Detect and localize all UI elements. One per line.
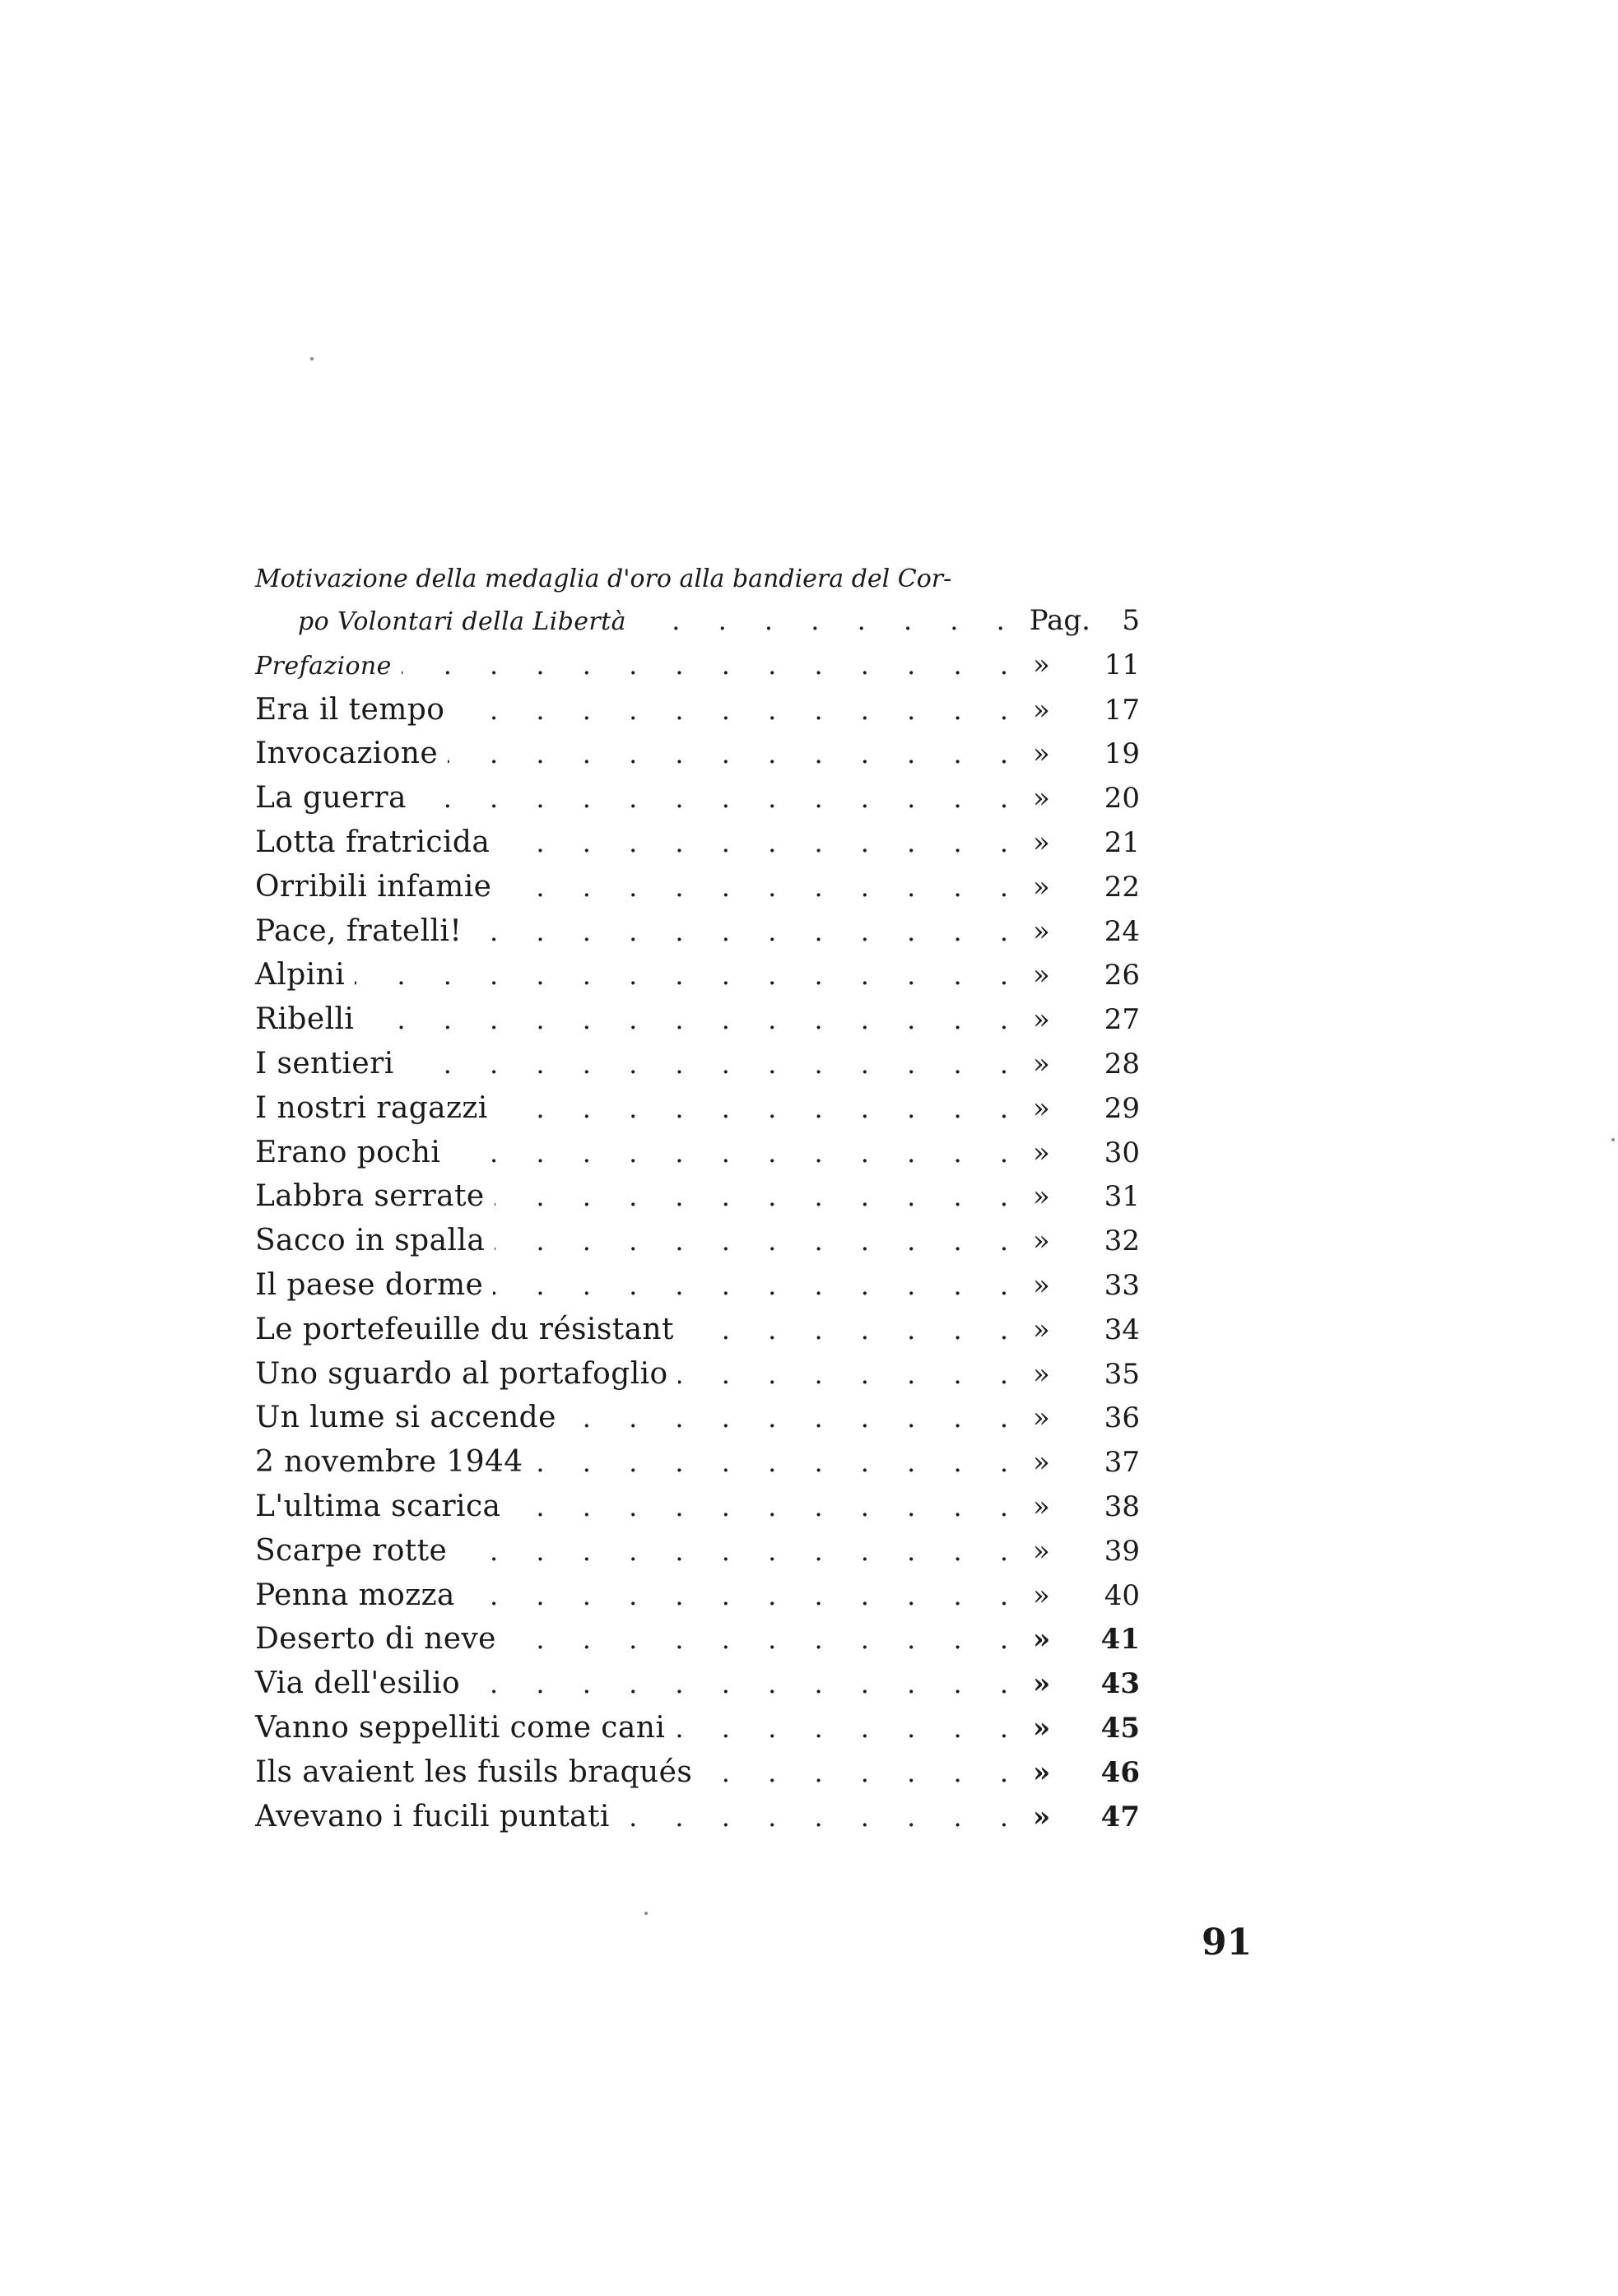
toc-entry-title: Alpini: [255, 958, 346, 992]
toc-entry-title: La guerra: [255, 781, 407, 816]
toc-entry-page-mark: »: [1033, 1446, 1050, 1480]
dot-leader: [636, 599, 1020, 644]
toc-entry: [255, 1352, 1140, 1397]
toc-entry: [255, 909, 1140, 954]
dot-leader: [364, 998, 1023, 1043]
toc-entry-page-mark: »: [1033, 1225, 1050, 1258]
toc-entry-page-number: 20: [1104, 782, 1140, 816]
toc-entry-title: Prefazione: [255, 651, 392, 681]
dot-leader: [495, 1220, 1023, 1264]
toc-entry-title: Pace, fratelli!: [255, 913, 463, 948]
dot-leader: [498, 1087, 1023, 1132]
scan-speck: [1611, 1138, 1615, 1141]
toc-entry: [255, 688, 1140, 732]
toc-entry-page-number: 45: [1100, 1711, 1140, 1745]
toc-entry-page-mark: »: [1033, 648, 1050, 681]
toc-entry: [255, 1042, 1140, 1086]
toc-entry-title: po Volontari della Libertà: [298, 607, 626, 636]
toc-entry-page-mark: »: [1033, 693, 1050, 727]
toc-entry-title: Ils avaient les fusils braqués: [255, 1755, 693, 1789]
dot-leader: [450, 1132, 1023, 1176]
toc-entry-title: Labbra serrate: [255, 1179, 485, 1214]
dot-leader: [533, 1441, 1023, 1485]
toc-entry-page-number: 21: [1104, 825, 1140, 859]
toc-entry: [255, 1440, 1140, 1485]
dot-leader: [506, 1618, 1023, 1662]
toc-entry-title: Sacco in spalla: [255, 1224, 486, 1258]
toc-entry: [255, 953, 1140, 997]
toc-entry-page-mark: »: [1033, 1401, 1050, 1435]
toc-entry-page-mark: »: [1033, 1711, 1051, 1745]
toc-entry-title: L'ultima scarica: [255, 1489, 501, 1523]
toc-entry-page-number: 32: [1104, 1225, 1140, 1258]
toc-entry-page-mark: »: [1033, 1047, 1050, 1081]
toc-entry-page-number: 29: [1104, 1091, 1140, 1125]
toc-entry-page-mark: »: [1033, 1800, 1051, 1834]
toc-entry: [255, 1662, 1140, 1706]
toc-entry-page-number: 38: [1104, 1490, 1140, 1523]
toc-entry-page-mark: »: [1033, 825, 1050, 859]
toc-entry-title: Vanno seppelliti come cani: [255, 1710, 666, 1745]
toc-entry-page-mark: »: [1033, 1623, 1051, 1657]
dot-leader: [702, 1751, 1023, 1796]
toc-entry-page-number: 22: [1104, 870, 1140, 904]
toc-entry-page-number: 17: [1104, 693, 1140, 727]
toc-entry-page-mark: »: [1033, 737, 1050, 771]
toc-entry-title: Penna mozza: [255, 1578, 455, 1612]
toc-entry-page-mark: »: [1033, 1534, 1050, 1568]
toc-entry-page-number: 24: [1104, 914, 1140, 948]
toc-entry-page-mark: »: [1033, 914, 1050, 948]
toc-first-line: Motivazione della medaglia d'oro alla bandiera del Cor-: [255, 565, 952, 593]
toc-entry-page-number: 30: [1104, 1136, 1140, 1169]
toc-entry: [255, 1219, 1140, 1263]
dot-leader: [566, 1397, 1023, 1441]
toc-entry-page-number: 11: [1104, 648, 1140, 681]
toc-entry: [255, 820, 1140, 865]
toc-entry-title: Un lume si accende: [255, 1401, 556, 1435]
toc-entry: [255, 644, 1140, 688]
toc-entry: [255, 1795, 1140, 1839]
toc-entry: [255, 1263, 1140, 1308]
toc-entry-title: Invocazione: [255, 737, 439, 771]
toc-entry-title: Deserto di neve: [255, 1622, 496, 1657]
dot-leader: [454, 689, 1023, 733]
dot-leader: [465, 1574, 1023, 1619]
toc-entry-page-number: 27: [1104, 1003, 1140, 1037]
toc-entry-page-number: 33: [1104, 1268, 1140, 1302]
toc-entry-page-mark: »: [1033, 1357, 1050, 1391]
dot-leader: [448, 732, 1023, 777]
toc-entry-title: Ribelli: [255, 1002, 355, 1037]
dot-leader: [675, 1707, 1023, 1751]
toc-entry: [255, 1131, 1140, 1175]
toc-entry-title: Erano pochi: [255, 1135, 441, 1169]
toc-entry-page-mark: »: [1033, 1490, 1050, 1523]
toc-entry-page-number: 28: [1104, 1047, 1140, 1081]
scan-speck: [644, 1912, 648, 1915]
toc-entry: [255, 1573, 1140, 1618]
toc-entry-page-mark: »: [1033, 1180, 1050, 1214]
toc-entry: [255, 1396, 1140, 1440]
scan-speck: [310, 357, 314, 360]
toc-entry: [255, 1086, 1140, 1131]
toc-entry-title: Uno sguardo al portafoglio: [255, 1356, 668, 1391]
dot-leader: [678, 1353, 1023, 1397]
dot-leader: [684, 1308, 1023, 1353]
toc-entry-page-number: 46: [1100, 1755, 1140, 1789]
toc-entry: [255, 599, 1140, 644]
toc-entry-page-number: 47: [1100, 1800, 1140, 1834]
toc-entry-page-mark: »: [1033, 1578, 1050, 1612]
table-of-contents: [255, 560, 1140, 1838]
toc-entry-page-mark: »: [1033, 959, 1050, 992]
dot-leader: [402, 644, 1023, 688]
toc-entry: [255, 776, 1140, 820]
toc-entry-page-number: 37: [1104, 1446, 1140, 1480]
toc-entry-page-mark: »: [1033, 782, 1050, 816]
toc-entries: [255, 599, 1140, 1838]
toc-entry: [255, 1617, 1140, 1662]
toc-entry-page-mark: Pag.: [1029, 604, 1090, 637]
dot-leader: [510, 1485, 1023, 1530]
toc-entry: [255, 1485, 1140, 1529]
toc-entry: [255, 1529, 1140, 1573]
dot-leader: [472, 910, 1023, 955]
dot-leader: [355, 954, 1023, 998]
dot-leader: [495, 1175, 1023, 1220]
dot-leader: [620, 1796, 1023, 1840]
toc-entry-title: I nostri ragazzi: [255, 1090, 488, 1125]
toc-entry: [255, 732, 1140, 776]
toc-entry-page-mark: »: [1033, 1313, 1050, 1346]
dot-leader: [501, 866, 1023, 910]
dot-leader: [404, 1043, 1023, 1087]
toc-entry-page-number: 39: [1104, 1534, 1140, 1568]
toc-entry-title: Avevano i fucili puntati: [255, 1799, 610, 1834]
page-number: 91: [1202, 1922, 1253, 1964]
toc-entry-page-mark: »: [1033, 870, 1050, 904]
toc-entry-page-number: 31: [1104, 1180, 1140, 1214]
toc-entry-title: Era il tempo: [255, 692, 445, 727]
toc-entry: [255, 865, 1140, 909]
dot-leader: [457, 1530, 1023, 1574]
toc-entry: [255, 1308, 1140, 1352]
toc-entry-page-number: 40: [1104, 1578, 1140, 1612]
toc-entry-page-number: 43: [1100, 1667, 1140, 1701]
dot-leader: [470, 1662, 1023, 1707]
dot-leader: [493, 1264, 1023, 1308]
toc-entry: [255, 1750, 1140, 1795]
toc-entry-page-mark: »: [1033, 1091, 1050, 1125]
toc-entry: [255, 997, 1140, 1042]
toc-entry-title: Orribili infamie: [255, 869, 492, 904]
toc-entry-page-number: 41: [1100, 1623, 1140, 1657]
dot-leader: [500, 821, 1023, 866]
toc-entry-page-mark: »: [1033, 1755, 1051, 1789]
toc-entry: [255, 1174, 1140, 1219]
toc-entry-title: Via dell'esilio: [255, 1666, 461, 1701]
toc-entry-page-number: 34: [1104, 1313, 1140, 1346]
toc-entry-title: Scarpe rotte: [255, 1533, 448, 1568]
toc-entry-page-number: 5: [1122, 604, 1140, 637]
toc-entry-page-mark: »: [1033, 1136, 1050, 1169]
toc-entry-title: Le portefeuille du résistant: [255, 1312, 674, 1346]
toc-entry-page-number: 19: [1104, 737, 1140, 771]
toc-entry-page-number: 36: [1104, 1401, 1140, 1435]
toc-entry-title: I sentieri: [255, 1046, 394, 1081]
toc-entry-page-mark: »: [1033, 1667, 1051, 1701]
toc-entry-page-mark: »: [1033, 1003, 1050, 1037]
toc-entry-title: 2 novembre 1944: [255, 1445, 523, 1480]
dot-leader: [416, 777, 1023, 821]
toc-entry-page-number: 26: [1104, 959, 1140, 992]
toc-entry: [255, 1706, 1140, 1750]
toc-entry-page-number: 35: [1104, 1357, 1140, 1391]
toc-entry-page-mark: »: [1033, 1268, 1050, 1302]
toc-entry-title: Lotta fratricida: [255, 825, 491, 859]
toc-entry-title: Il paese dorme: [255, 1267, 484, 1302]
